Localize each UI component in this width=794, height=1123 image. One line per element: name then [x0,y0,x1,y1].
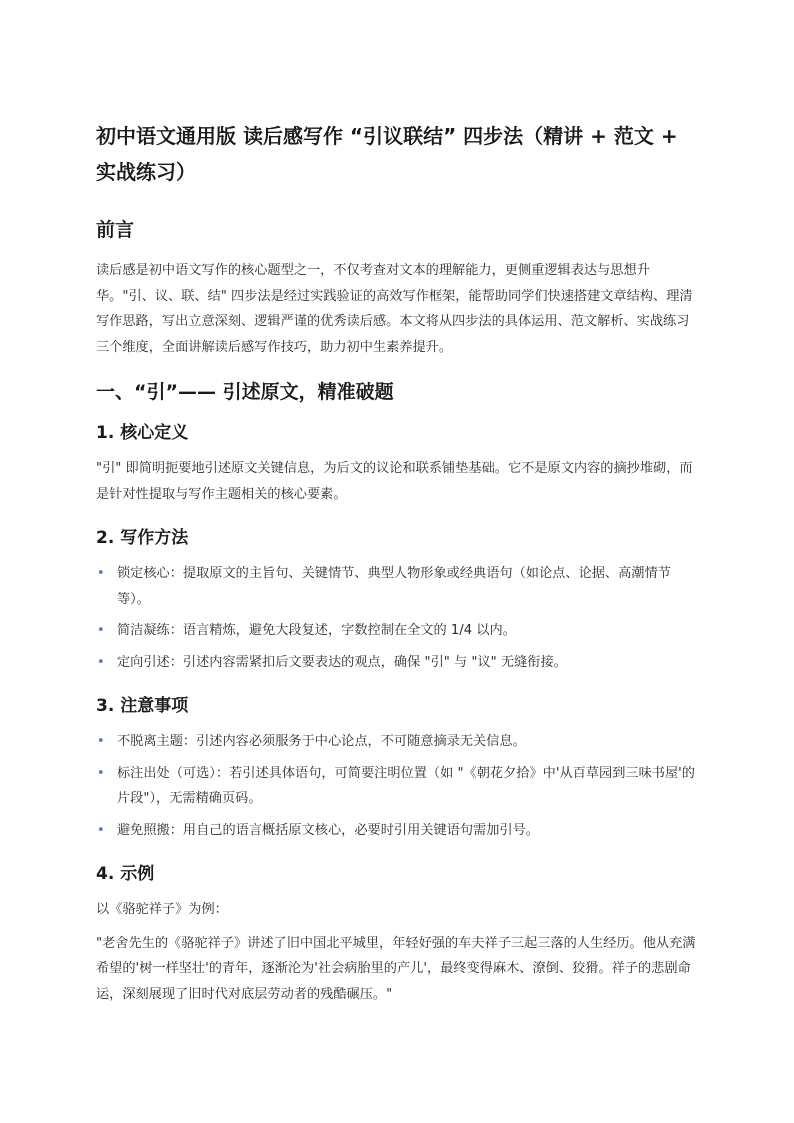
bullet-icon: • [97,822,105,838]
definition-heading: 1. 核心定义 [96,423,189,443]
list-item [96,618,698,644]
bullet-icon: • [97,566,105,581]
notes-list [96,729,698,843]
list-item-text: 定向引述：引述内容需紧扣后文要表达的观点，确保 "引" 与 "议" 无缝衔接。 [117,654,567,670]
method-heading: 2. 写作方法 [96,528,189,548]
list-item-text: 简洁凝练：语言精炼，避免大段复述，字数控制在全文的 1/4 以内。 [117,623,516,638]
notes-heading: 3. 注意事项 [96,696,189,716]
bullet-icon: • [97,654,105,670]
list-item [96,761,698,812]
definition-body: "引" 即简明扼要地引述原文关键信息，为后文的议论和联系铺垫基础。它不是原文内容的摘抄堆砌，而是针对性提取与写作主题相关的核心要素。 [96,461,693,502]
list-item [96,650,698,676]
bullet-icon: • [97,765,105,781]
preface-heading: 前言 [96,219,135,241]
method-list [96,561,698,675]
list-item-text: 标注出处（可选）：若引述具体语句，可简要注明位置（如 "《朝花夕拾》中'从百草园到三味书屋'的片段"），无需精确页码。 [117,765,695,806]
bullet-icon: • [97,734,105,749]
example-intro: 以《骆驼祥子》为例： [96,902,228,917]
example-heading: 4. 示例 [96,864,155,884]
list-item [96,818,698,844]
section-1-heading: 一、“引”—— 引述原文，精准破题 [96,381,394,403]
document-title: 初中语文通用版 读后感写作 “引议联结” 四步法（精讲 + 范文 + 实战练习） [96,124,678,184]
preface-body: 读后感是初中语文写作的核心题型之一，不仅考查对文本的理解能力，更侧重逻辑表达与思想升华。"引、议、联、结" 四步法是经过实践验证的高效写作框架，能帮助同学们快速搭建文章结构、理清写作思路，写出立意深刻、逻辑严谨的优秀读后感。本文将从四步法的具体运用、范文解析、实战练习三个维度，全面讲解读后感写作技巧，助力初中生素养提升。 [96,263,693,355]
list-item-text: 不脱离主题：引述内容必须服务于中心论点，不可随意摘录无关信息。 [117,734,526,749]
list-item [96,729,698,755]
list-item-text: 避免照搬：用自己的语言概括原文核心，必要时引用关键语句需加引号。 [117,822,539,838]
list-item [96,561,698,612]
example-quote: "老舍先生的《骆驼祥子》讲述了旧中国北平城里，年轻好强的车夫祥子三起三落的人生经历。他从充满希望的'树一样坚壮'的青年，逐渐沦为'社会病胎里的产儿'，最终变得麻木、潦倒、狡猾。祥子的悲剧命运，深刻展现了旧时代对底层劳动者的残酷碾压。" [96,935,696,1002]
bullet-icon: • [97,623,105,638]
list-item-text: 锁定核心：提取原文的主旨句、关键情节、典型人物形象或经典语句（如论点、论据、高潮情节等）。 [117,566,671,607]
